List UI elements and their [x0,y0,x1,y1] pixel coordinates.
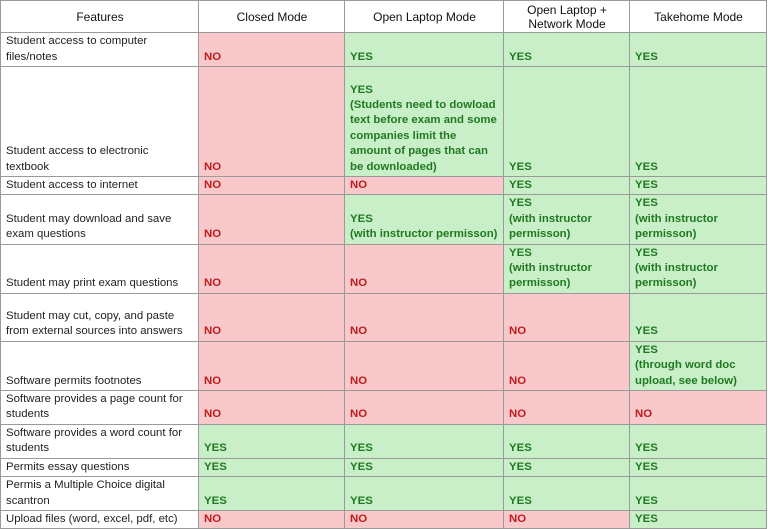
status-value: NO [204,512,222,525]
cell-open-laptop-mode [345,67,504,177]
table-row [1,177,767,195]
status-value: YES [509,246,532,259]
cell-open-laptop-mode [345,510,504,528]
status-value: NO [204,325,222,338]
cell-closed-mode [199,458,345,476]
status-value: NO [350,512,368,525]
feature-cell: Student may cut, copy, and paste from external sources into answers [1,293,199,341]
table-row [1,195,767,244]
status-value: NO [509,512,527,525]
cell-takehome-mode [630,391,767,425]
cell-open-laptop-network-mode [504,341,630,390]
table-row [1,424,767,458]
status-value: YES [509,50,532,63]
table-row [1,458,767,476]
status-note: (Students need to dowload text before exam and some companies limit the amount of pages that can be downloaded) [350,98,497,173]
cell-takehome-mode [630,33,767,67]
status-value: NO [204,160,222,173]
cell-open-laptop-network-mode [504,244,630,293]
status-value: YES [350,212,373,225]
status-value: NO [635,408,653,421]
cell-open-laptop-mode [345,458,504,476]
cell-closed-mode [199,391,345,425]
feature-cell: Software permits footnotes [1,341,199,390]
status-value: NO [350,374,368,387]
status-value: NO [350,408,368,421]
cell-takehome-mode [630,244,767,293]
status-value: NO [204,50,222,63]
table-row [1,341,767,390]
status-value: YES [635,460,658,473]
status-value: NO [204,179,222,191]
cell-open-laptop-mode [345,195,504,244]
status-value: NO [204,408,222,421]
cell-open-laptop-network-mode [504,477,630,511]
feature-cell: Student access to electronic textbook [1,67,199,177]
feature-cell: Software provides a page count for students [1,391,199,425]
table-row [1,33,767,67]
header-open-laptop-network-mode: Open Laptop + Network Mode [504,1,630,33]
status-value: YES [509,179,532,191]
status-note: (through word doc upload, see below) [635,359,737,387]
cell-closed-mode [199,510,345,528]
status-value: YES [635,512,658,525]
cell-open-laptop-mode [345,391,504,425]
cell-closed-mode [199,477,345,511]
header-features: Features [1,1,199,33]
cell-takehome-mode [630,195,767,244]
cell-open-laptop-mode [345,477,504,511]
cell-takehome-mode [630,293,767,341]
table-row [1,67,767,177]
status-value: YES [204,442,227,455]
cell-open-laptop-network-mode [504,391,630,425]
header-closed-mode: Closed Mode [199,1,345,33]
cell-open-laptop-network-mode [504,510,630,528]
feature-cell: Student may download and save exam questions [1,195,199,244]
feature-cell: Student access to computer files/notes [1,33,199,67]
status-value: YES [350,460,373,473]
cell-takehome-mode [630,510,767,528]
status-value: YES [635,494,658,507]
status-value: YES [350,50,373,63]
header-takehome-mode: Takehome Mode [630,1,767,33]
cell-open-laptop-mode [345,424,504,458]
status-note: (with instructor permisson) [509,262,592,290]
status-value: YES [509,460,532,473]
header-row [1,1,767,33]
status-value: YES [635,325,658,338]
cell-takehome-mode [630,67,767,177]
cell-open-laptop-mode [345,341,504,390]
cell-takehome-mode [630,424,767,458]
table-row [1,477,767,511]
cell-takehome-mode [630,458,767,476]
cell-closed-mode [199,341,345,390]
table-row [1,391,767,425]
table-row [1,244,767,293]
cell-closed-mode [199,67,345,177]
feature-cell: Software provides a word count for students [1,424,199,458]
cell-closed-mode [199,244,345,293]
status-note: (with instructor permisson) [509,212,592,241]
status-value: YES [635,160,658,173]
cell-open-laptop-network-mode [504,458,630,476]
status-value: NO [204,228,222,241]
cell-open-laptop-mode [345,177,504,195]
status-value: YES [635,343,658,356]
cell-closed-mode [199,33,345,67]
cell-closed-mode [199,424,345,458]
cell-open-laptop-network-mode [504,424,630,458]
status-value: NO [509,325,527,338]
cell-closed-mode [199,293,345,341]
status-value: YES [204,460,227,473]
status-value: NO [350,325,368,338]
cell-closed-mode [199,177,345,195]
feature-cell: Student access to internet [1,177,199,195]
table-body [1,33,767,529]
feature-cell: Permits essay questions [1,458,199,476]
status-value: NO [509,408,527,421]
header-open-laptop-mode: Open Laptop Mode [345,1,504,33]
status-value: YES [350,83,373,96]
cell-open-laptop-network-mode [504,67,630,177]
status-value: YES [509,442,532,455]
status-value: YES [635,197,658,210]
feature-cell: Permis a Multiple Choice digital scantron [1,477,199,511]
table-row [1,510,767,528]
status-value: NO [204,277,222,290]
status-note: (with instructor permisson) [635,212,718,241]
cell-open-laptop-mode [345,293,504,341]
cell-takehome-mode [630,341,767,390]
status-note: (with instructor permisson) [635,262,718,290]
cell-open-laptop-network-mode [504,177,630,195]
status-value: YES [509,494,532,507]
feature-cell: Student may print exam questions [1,244,199,293]
status-value: YES [635,179,658,191]
status-value: NO [204,374,222,387]
status-value: YES [635,246,658,259]
cell-closed-mode [199,195,345,244]
status-value: YES [509,197,532,210]
status-value: YES [350,494,373,507]
cell-open-laptop-mode [345,33,504,67]
cell-open-laptop-mode [345,244,504,293]
cell-open-laptop-network-mode [504,195,630,244]
status-value: YES [350,442,373,455]
cell-open-laptop-network-mode [504,293,630,341]
status-value: YES [635,50,658,63]
table-row [1,293,767,341]
feature-cell: Upload files (word, excel, pdf, etc) [1,510,199,528]
cell-takehome-mode [630,177,767,195]
status-note: (with instructor permisson) [350,228,498,241]
status-value: NO [350,179,368,191]
cell-open-laptop-network-mode [504,33,630,67]
status-value: YES [509,160,532,173]
cell-takehome-mode [630,477,767,511]
status-value: NO [350,277,368,290]
status-value: NO [509,374,527,387]
status-value: YES [204,494,227,507]
status-value: YES [635,442,658,455]
